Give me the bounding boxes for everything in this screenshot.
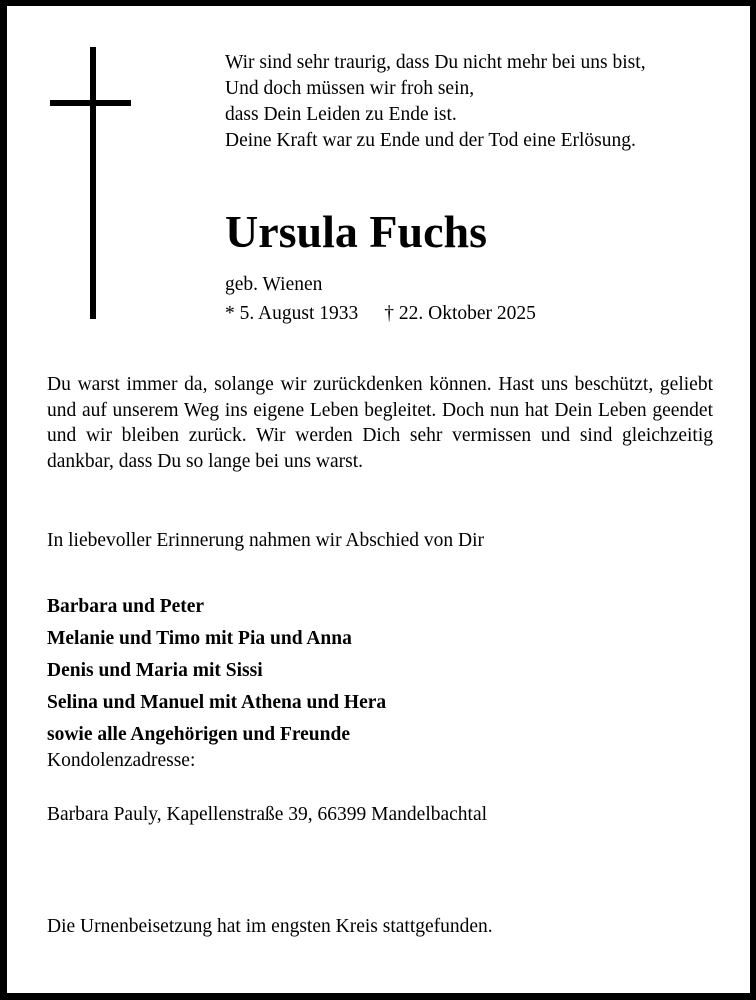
poem-line: dass Dein Leiden zu Ende ist. xyxy=(225,104,457,125)
family-member: Melanie und Timo mit Pia und Anna xyxy=(47,628,352,649)
poem-line: Wir sind sehr traurig, dass Du nicht mehr bei uns bist, xyxy=(225,52,646,73)
poem-line: Und doch müssen wir froh sein, xyxy=(225,78,475,99)
poem-line: Deine Kraft war zu Ende und der Tod eine Erlösung. xyxy=(225,130,636,151)
burial-note: Die Urnenbeisetzung hat im engsten Kreis stattgefunden. xyxy=(47,916,493,937)
deceased-name: Ursula Fuchs xyxy=(225,206,487,257)
cross-horizontal-bar xyxy=(50,100,131,106)
condolence-label: Kondolenzadresse: xyxy=(47,750,196,771)
family-member: Denis und Maria mit Sissi xyxy=(47,660,263,681)
birth-date: * 5. August 1933 xyxy=(225,303,359,324)
death-date: † 22. Oktober 2025 xyxy=(384,303,536,324)
condolence-address: Barbara Pauly, Kapellenstraße 39, 66399 Mandelbachtal xyxy=(47,804,488,825)
family-member: sowie alle Angehörigen und Freunde xyxy=(47,724,351,745)
family-member: Barbara und Peter xyxy=(47,596,205,617)
family-list xyxy=(47,591,386,751)
life-dates xyxy=(225,301,562,327)
cross-vertical-bar xyxy=(90,47,96,319)
born-name: geb. Wienen xyxy=(225,274,323,295)
poem xyxy=(225,50,646,154)
farewell-text: In liebevoller Erinnerung nahmen wir Abschied von Dir xyxy=(47,530,485,551)
obituary-notice xyxy=(7,6,750,993)
body-text: Du warst immer da, solange wir zurückdenken können. Hast uns beschützt, geliebt und auf unserem Weg ins eigene Leben begleitet. Doch nun hat Dein Leben geendet und wir bleiben zurück. Wir werden Dich sehr vermissen und sind gleichzeitig dankbar, dass Du so lange bei uns warst. xyxy=(47,374,713,472)
family-member: Selina und Manuel mit Athena und Hera xyxy=(47,692,387,713)
